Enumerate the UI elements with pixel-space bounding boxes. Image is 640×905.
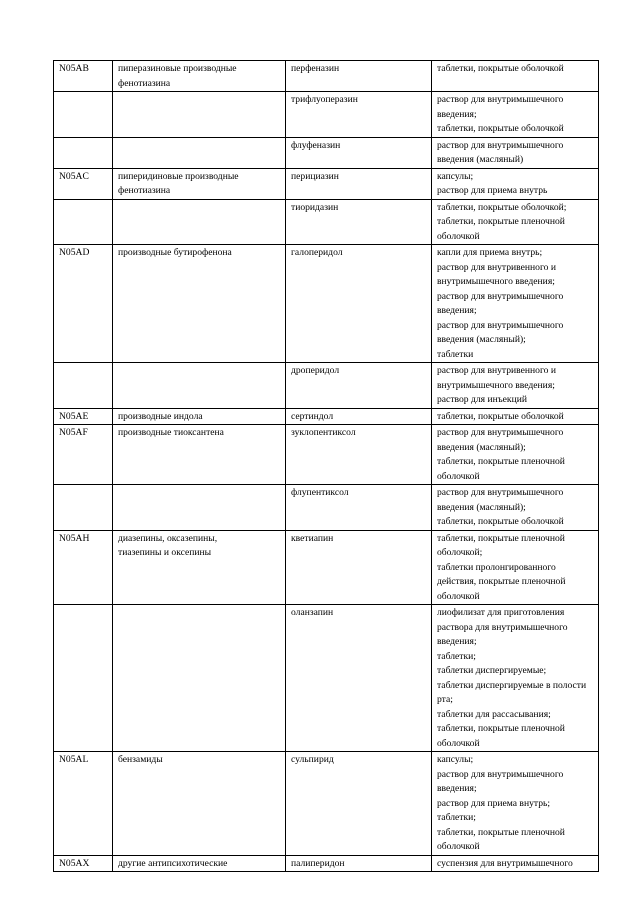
dosage-form-line: капсулы;	[437, 170, 474, 182]
dosage-form-line: раствор для внутримышечного	[437, 290, 564, 302]
table-row	[54, 137, 599, 168]
pharmacological-group-cell	[113, 855, 286, 872]
dosage-form-line: таблетки диспергируемые;	[437, 665, 547, 676]
table-row	[54, 245, 599, 363]
substance-cell: сертиндол	[286, 408, 432, 425]
atc-code-cell: N05AL	[54, 752, 113, 856]
pharmacological-group-cell	[113, 245, 286, 363]
group-line: пиперидиновые производные	[118, 170, 239, 182]
substance-cell: перфеназин	[286, 61, 432, 92]
dosage-form-cell	[432, 408, 599, 425]
dosage-form-cell	[432, 168, 599, 199]
dosage-form-line: капли для приема внутрь;	[437, 247, 543, 258]
group-line: тиазепины и оксепины	[118, 547, 212, 558]
dosage-form-line: раствор для внутримышечного	[437, 139, 564, 151]
table-row	[54, 168, 599, 199]
table-row	[54, 530, 599, 605]
dosage-form-line: таблетки, покрытые оболочкой	[437, 410, 564, 422]
pharmacological-group-cell	[113, 92, 286, 138]
atc-code-cell	[54, 199, 113, 245]
pharmacological-group-cell	[113, 168, 286, 199]
group-line: диазепины, оксазепины,	[118, 532, 218, 544]
dosage-form-line: таблетки, покрытые пленочной	[437, 456, 565, 467]
substance-cell: галоперидол	[286, 245, 432, 363]
dosage-form-line: таблетки, покрытые пленочной	[437, 532, 565, 544]
group-line: производные индола	[118, 410, 203, 422]
dosage-form-line: таблетки, покрытые оболочкой	[437, 516, 564, 527]
substance-cell: оланзапин	[286, 605, 432, 752]
dosage-form-line: введения (масляный);	[437, 441, 526, 453]
dosage-form-line: введения;	[437, 636, 477, 647]
dosage-form-cell	[432, 199, 599, 245]
pharmacological-group-cell	[113, 363, 286, 409]
dosage-form-line: таблетки диспергируемые в полости	[437, 679, 587, 691]
dosage-form-cell	[432, 530, 599, 605]
dosage-form-line: оболочкой	[437, 470, 480, 482]
table-row	[54, 605, 599, 752]
pharmacological-group-cell	[113, 199, 286, 245]
substance-cell: флуфеназин	[286, 137, 432, 168]
dosage-form-line: введения (масляный)	[437, 154, 524, 165]
dosage-form-line: введения (масляный);	[437, 334, 526, 345]
substance-cell: зуклопентиксол	[286, 425, 432, 485]
dosage-form-line: раствор для внутривенного и	[437, 261, 556, 273]
table-row	[54, 855, 599, 872]
dosage-form-line: таблетки	[437, 348, 474, 360]
substance-cell: кветиапин	[286, 530, 432, 605]
atc-code-cell: N05AH	[54, 530, 113, 605]
dosage-form-line: таблетки, покрытые оболочкой	[437, 63, 564, 74]
atc-code-cell	[54, 485, 113, 531]
dosage-form-line: таблетки пролонгированного	[437, 561, 556, 573]
group-line: другие антипсихотические	[118, 857, 228, 869]
dosage-form-line: оболочкой	[437, 590, 480, 602]
dosage-form-cell	[432, 61, 599, 92]
dosage-form-cell	[432, 485, 599, 531]
group-line: производные бутирофенона	[118, 247, 232, 258]
substance-cell: тиоридазин	[286, 199, 432, 245]
group-line: пиперазиновые производные	[118, 63, 237, 74]
table-row	[54, 92, 599, 138]
dosage-form-line: раствор для внутримышечного	[437, 427, 564, 438]
dosage-form-line: введения;	[437, 108, 477, 120]
table-row	[54, 485, 599, 531]
dosage-form-cell	[432, 92, 599, 138]
table-row	[54, 199, 599, 245]
atc-code-cell: N05AC	[54, 168, 113, 199]
dosage-form-line: раствор для приема внутрь;	[437, 797, 551, 809]
dosage-form-line: раствор для внутримышечного	[437, 94, 564, 105]
atc-code-cell: N05AD	[54, 245, 113, 363]
dosage-form-line: таблетки для рассасывания;	[437, 708, 551, 720]
atc-code-cell: N05AF	[54, 425, 113, 485]
dosage-form-line: оболочкой	[437, 841, 480, 852]
substance-cell: трифлуоперазин	[286, 92, 432, 138]
atc-code-cell: N05AB	[54, 61, 113, 92]
group-line: фенотиазина	[118, 185, 171, 196]
group-line: бензамиды	[118, 754, 163, 765]
table-row	[54, 752, 599, 856]
substance-cell: флупентиксол	[286, 485, 432, 531]
substance-cell: перициазин	[286, 168, 432, 199]
atc-code-cell	[54, 137, 113, 168]
dosage-form-line: таблетки, покрытые пленочной	[437, 216, 565, 227]
substance-cell: дроперидол	[286, 363, 432, 409]
dosage-form-line: раствор для внутривенного и	[437, 365, 556, 376]
atc-code-cell: N05AX	[54, 855, 113, 872]
group-line: фенотиазина	[118, 77, 171, 89]
pharmacological-group-cell	[113, 61, 286, 92]
dosage-form-line: раствор для инъекций	[437, 394, 527, 405]
table-body	[54, 61, 599, 872]
pharmacological-group-cell	[113, 425, 286, 485]
pharmacological-group-cell	[113, 530, 286, 605]
dosage-form-line: раствор для внутримышечного	[437, 319, 564, 331]
substance-cell: сульпирид	[286, 752, 432, 856]
dosage-form-line: раствор для внутримышечного	[437, 768, 564, 780]
dosage-form-line: капсулы;	[437, 754, 474, 765]
dosage-form-line: введения;	[437, 783, 477, 794]
substance-cell: палиперидон	[286, 855, 432, 872]
dosage-form-line: оболочкой	[437, 737, 480, 749]
dosage-form-line: оболочкой	[437, 230, 480, 242]
atc-code-cell	[54, 363, 113, 409]
pharmacological-group-cell	[113, 485, 286, 531]
dosage-form-line: внутримышечного введения;	[437, 276, 555, 287]
group-line: производные тиоксантена	[118, 427, 224, 438]
dosage-form-cell	[432, 605, 599, 752]
table-row	[54, 61, 599, 92]
dosage-form-line: раствор для внутримышечного	[437, 487, 564, 498]
dosage-form-cell	[432, 425, 599, 485]
dosage-form-line: оболочкой;	[437, 547, 483, 558]
dosage-form-line: раствора для внутримышечного	[437, 621, 568, 633]
table-row	[54, 363, 599, 409]
dosage-form-line: введения (масляный);	[437, 501, 526, 513]
dosage-form-line: рта;	[437, 694, 453, 705]
dosage-form-line: введения;	[437, 305, 477, 316]
dosage-form-cell	[432, 137, 599, 168]
dosage-form-line: таблетки;	[437, 650, 476, 662]
medication-table	[53, 60, 599, 872]
pharmacological-group-cell	[113, 408, 286, 425]
dosage-form-line: суспензия для внутримышечного	[437, 857, 573, 869]
table-row	[54, 408, 599, 425]
dosage-form-line: таблетки, покрытые пленочной	[437, 723, 565, 734]
dosage-form-line: внутримышечного введения;	[437, 379, 555, 391]
pharmacological-group-cell	[113, 137, 286, 168]
dosage-form-line: действия, покрытые пленочной	[437, 576, 566, 587]
dosage-form-cell	[432, 752, 599, 856]
atc-code-cell	[54, 605, 113, 752]
atc-code-cell	[54, 92, 113, 138]
dosage-form-line: таблетки, покрытые оболочкой;	[437, 201, 567, 213]
pharmacological-group-cell	[113, 605, 286, 752]
dosage-form-line: таблетки, покрытые оболочкой	[437, 123, 564, 134]
dosage-form-line: раствор для приема внутрь	[437, 185, 548, 196]
dosage-form-line: таблетки;	[437, 812, 476, 823]
atc-code-cell: N05AE	[54, 408, 113, 425]
dosage-form-cell	[432, 245, 599, 363]
dosage-form-cell	[432, 855, 599, 872]
dosage-form-cell	[432, 363, 599, 409]
dosage-form-line: таблетки, покрытые пленочной	[437, 826, 565, 838]
dosage-form-line: лиофилизат для приготовления	[437, 607, 565, 618]
table-row	[54, 425, 599, 485]
pharmacological-group-cell	[113, 752, 286, 856]
